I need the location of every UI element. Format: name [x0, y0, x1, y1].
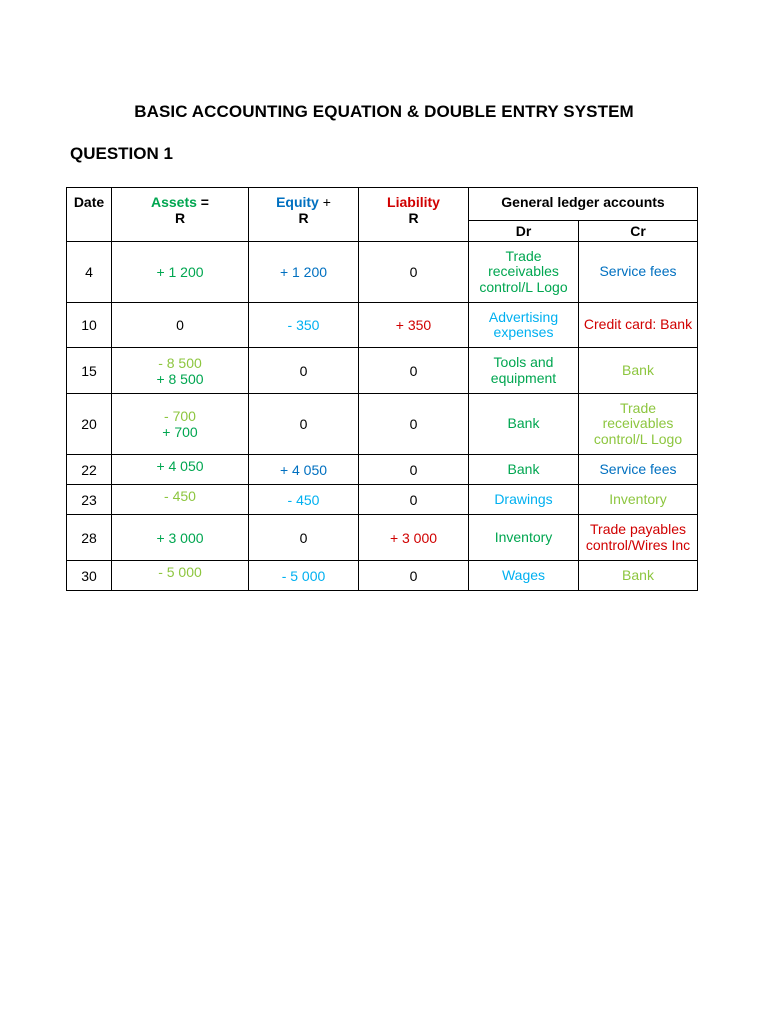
liability-cell: 0	[359, 455, 469, 485]
dr-account-cell: Bank	[469, 455, 579, 485]
cr-account-cell: Credit card: Bank	[579, 303, 698, 348]
liability-cell: 0	[359, 561, 469, 591]
cr-account-cell: Service fees	[579, 242, 698, 303]
date-cell: 23	[67, 485, 112, 515]
assets-cell: 0	[112, 303, 249, 348]
date-cell: 28	[67, 515, 112, 561]
assets-cell: - 700 + 700	[112, 394, 249, 455]
liability-cell: 0	[359, 348, 469, 394]
header-general-ledger: General ledger accounts	[469, 188, 698, 221]
cr-account-cell: Bank	[579, 561, 698, 591]
liability-cell: 0	[359, 394, 469, 455]
header-cr: Cr	[579, 221, 698, 242]
equity-cell: - 350	[249, 303, 359, 348]
dr-account-cell: Drawings	[469, 485, 579, 515]
cr-account-cell: Service fees	[579, 455, 698, 485]
liability-cell: 0	[359, 485, 469, 515]
question-heading: QUESTION 1	[70, 144, 173, 163]
assets-cell: + 3 000	[112, 515, 249, 561]
date-cell: 15	[67, 348, 112, 394]
equity-cell: 0	[249, 348, 359, 394]
liability-cell: + 350	[359, 303, 469, 348]
table-row	[67, 348, 698, 394]
assets-cell: - 450	[112, 485, 249, 515]
table-row	[67, 561, 698, 591]
date-cell: 22	[67, 455, 112, 485]
cr-account-cell: Trade receivables control/L Logo	[579, 394, 698, 455]
header-liability: Liability R	[359, 188, 469, 242]
table-row	[67, 515, 698, 561]
page-title: BASIC ACCOUNTING EQUATION & DOUBLE ENTRY SYSTEM	[134, 102, 634, 121]
dr-account-cell: Trade receivables control/L Logo	[469, 242, 579, 303]
header-date: Date	[67, 188, 112, 242]
equity-cell: 0	[249, 515, 359, 561]
cr-account-cell: Trade payables control/Wires Inc	[579, 515, 698, 561]
dr-account-cell: Wages	[469, 561, 579, 591]
equity-cell: - 5 000	[249, 561, 359, 591]
assets-cell: - 8 500 + 8 500	[112, 348, 249, 394]
table-row	[67, 303, 698, 348]
equity-cell: + 4 050	[249, 455, 359, 485]
date-cell: 10	[67, 303, 112, 348]
date-cell: 30	[67, 561, 112, 591]
table-row	[67, 455, 698, 485]
table-row	[67, 242, 698, 303]
liability-cell: + 3 000	[359, 515, 469, 561]
date-cell: 20	[67, 394, 112, 455]
header-assets: Assets = R	[112, 188, 249, 242]
table-row	[67, 394, 698, 455]
assets-cell: + 4 050	[112, 455, 249, 485]
cr-account-cell: Inventory	[579, 485, 698, 515]
assets-cell: - 5 000	[112, 561, 249, 591]
accounting-equation-table	[66, 187, 698, 591]
equity-cell: 0	[249, 394, 359, 455]
equity-cell: + 1 200	[249, 242, 359, 303]
dr-account-cell: Tools and equipment	[469, 348, 579, 394]
liability-cell: 0	[359, 242, 469, 303]
cr-account-cell: Bank	[579, 348, 698, 394]
table-row	[67, 485, 698, 515]
dr-account-cell: Inventory	[469, 515, 579, 561]
dr-account-cell: Advertising expenses	[469, 303, 579, 348]
header-equity: Equity + R	[249, 188, 359, 242]
equity-cell: - 450	[249, 485, 359, 515]
assets-cell: + 1 200	[112, 242, 249, 303]
date-cell: 4	[67, 242, 112, 303]
header-dr: Dr	[469, 221, 579, 242]
dr-account-cell: Bank	[469, 394, 579, 455]
